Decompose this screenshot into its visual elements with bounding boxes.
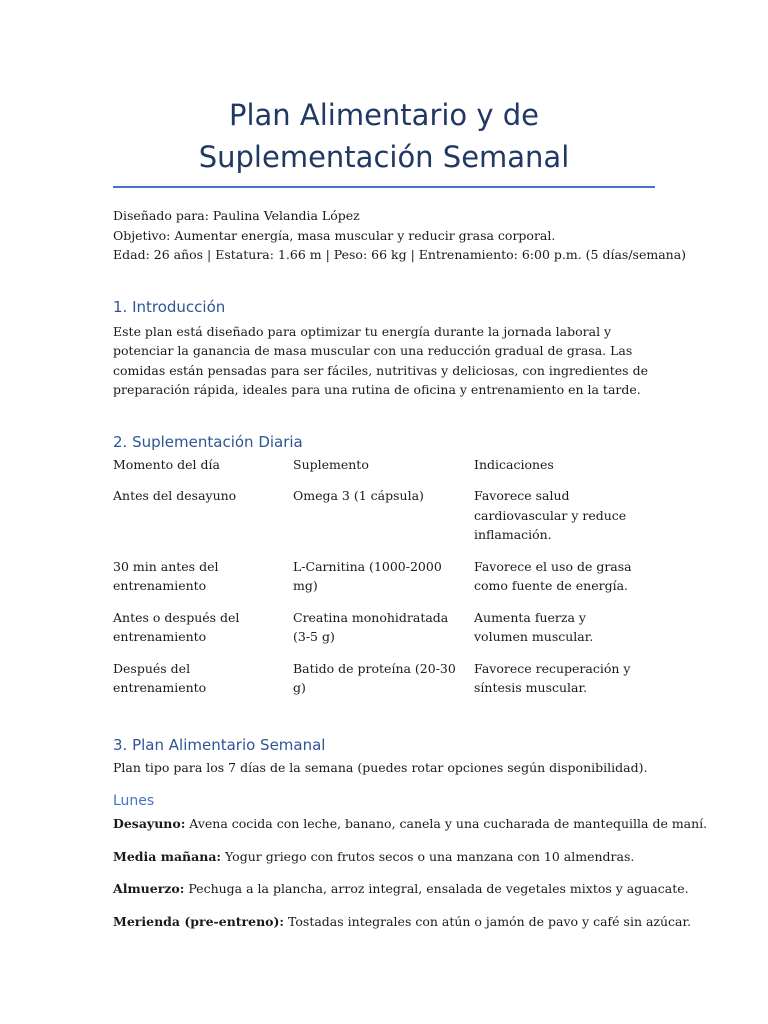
client-info-line: Edad: 26 años | Estatura: 1.66 m | Peso: 66 kg | Entrenamiento: 6:00 p.m. (5 días/semana) [113,247,687,262]
table-row [113,608,655,659]
column-header: Indicaciones [474,456,554,472]
table-cell: Omega 3 (1 cápsula) [293,488,424,503]
table-cell: Creatina monohidratada (3-5 g) [293,609,449,644]
meal-item [113,814,708,834]
meal-label: Media mañana: [113,848,222,864]
meal-label: Merienda (pre-entreno): [113,913,285,929]
meal-description: Tostadas integrales con atún o jamón de pavo y café sin azúcar. [284,913,692,929]
meal-item [113,847,655,867]
client-info [113,206,687,265]
column-header: Momento del día [113,456,220,472]
table-cell: Batido de proteína (20-30 g) [293,660,456,695]
document-page [113,0,708,931]
meal-label: Desayuno: [113,816,186,831]
table-row [113,557,655,608]
meal-description: Pechuga a la plancha, arroz integral, ensalada de vegetales mixtos y aguacate. [184,881,689,896]
column-header: Suplemento [293,456,369,472]
intro-paragraph: Este plan está diseñado para optimizar tu energía durante la jornada laboral y potenciar la ganancia de masa muscular con una reducción gradual de grasa. Las comidas están pensadas para ser fáciles, nutritivas y deliciosas, con ingredientes de preparación rápida, ideales para una rutina de oficina y entrenamiento en la tarde. [113,323,648,397]
document-title: Plan Alimentario y de Suplementación Semanal [198,98,570,174]
table-row [113,659,655,710]
table-header-row [113,455,655,487]
table-cell: Favorece salud cardiovascular y reduce inflamación. [474,488,627,542]
table-cell: Favorece el uso de grasa como fuente de energía. [474,558,632,593]
meal-item [113,879,689,899]
table-cell: Aumenta fuerza y volumen muscular. [474,609,594,644]
day-heading: Lunes [113,793,155,809]
table-cell: Antes o después del entrenamiento [113,609,240,644]
table-cell: Antes del desayuno [113,488,237,503]
plan-paragraph: Plan tipo para los 7 días de la semana (puedes rotar opciones según disponibilidad). [113,759,648,775]
meal-description: Avena cocida con leche, banano, canela y una cucharada de mantequilla de maní. [185,816,708,831]
meal-label: Almuerzo: [113,881,185,896]
meal-description: Yogur griego con frutos secos o una manzana con 10 almendras. [221,848,635,864]
client-info-line: Objetivo: Aumentar energía, masa muscular y reducir grasa corporal. [113,227,556,243]
table-cell: 30 min antes del entrenamiento [113,558,219,593]
section-heading-plan-alimentario: 3. Plan Alimentario Semanal [113,735,326,754]
section-heading-suplementacion: 2. Suplementación Diaria [113,432,303,451]
meal-item [113,912,692,932]
table-row [113,486,655,557]
table-cell: Después del entrenamiento [113,660,207,695]
section-heading-introduccion: 1. Introducción [113,297,226,316]
table-cell: Favorece recuperación y síntesis muscular. [474,660,631,695]
supplement-table [113,455,655,710]
table-cell: L-Carnitina (1000-2000 mg) [293,558,442,593]
title-underline [113,186,655,188]
client-info-line: Diseñado para: Paulina Velandia López [113,208,360,223]
